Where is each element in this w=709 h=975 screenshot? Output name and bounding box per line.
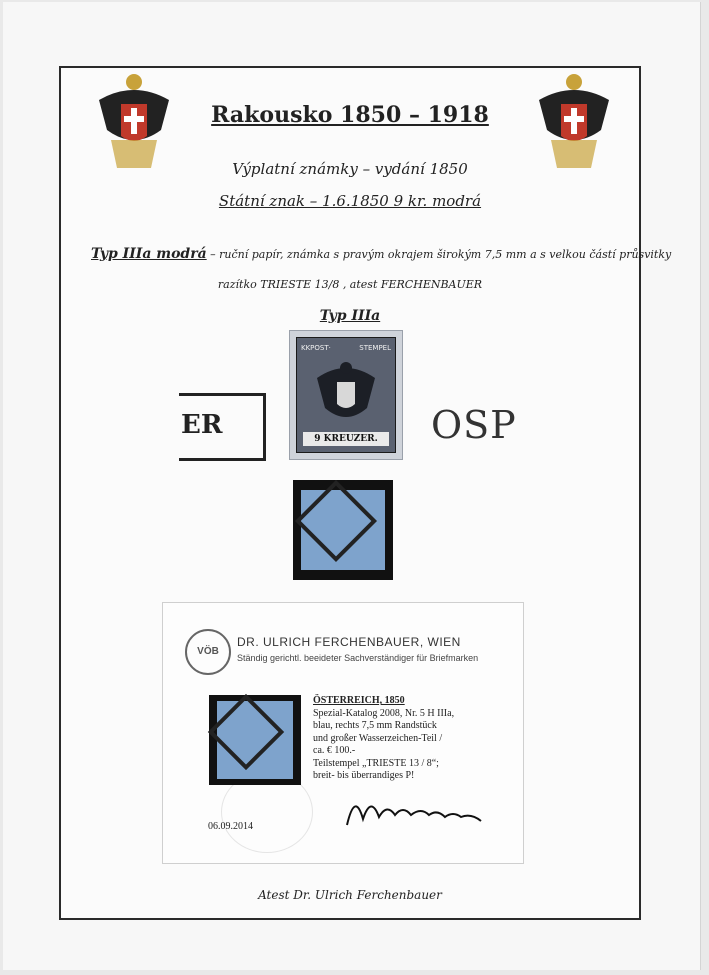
certificate-line: breit- bis überrandiges P! xyxy=(313,770,415,781)
certificate-date: 06.09.2014 xyxy=(208,821,253,832)
type-label: Typ IIIa modrá xyxy=(91,246,207,262)
signature-mark-osp: OSP xyxy=(431,403,517,447)
certificate-line: blau, rechts 7,5 mm Randstück xyxy=(313,720,437,731)
page-title: Rakousko 1850 – 1918 xyxy=(211,102,489,128)
reference-stamp-design xyxy=(296,337,396,453)
subtitle-stamp xyxy=(61,192,639,210)
page-frame xyxy=(59,66,672,920)
certificate-line: Spezial-Katalog 2008, Nr. 5 H IIIa, xyxy=(313,707,455,719)
description-rest: – ruční papír, známka s pravým okrajem širokým 7,5 mm a s velkou částí průsvitky xyxy=(206,248,672,261)
stamp-top-right-text: STEMPEL xyxy=(359,344,391,352)
signature-icon xyxy=(341,785,501,835)
typ-label: Typ IIIa xyxy=(319,308,381,324)
footer-caption: Atest Dr. Ulrich Ferchenbauer xyxy=(258,888,442,902)
certificate-card xyxy=(162,602,524,864)
subtitle-stamp-text: Státní znak – 1.6.1850 9 kr. modrá xyxy=(218,192,482,210)
description-line-1 xyxy=(91,246,672,262)
certificate-line: und großer Wasserzeichen-Teil / xyxy=(313,732,443,744)
vob-logo-icon: VÖB xyxy=(185,629,231,675)
certificate-text xyxy=(313,695,503,783)
stamp-value-text: 9 KREUZER. xyxy=(303,432,389,446)
reference-stamp-image xyxy=(289,330,403,460)
certificate-issuer: DR. ULRICH FERCHENBAUER, WIEN xyxy=(237,635,461,649)
description-line-2: razítko TRIESTE 13/8 , atest FERCHENBAUER xyxy=(217,278,483,291)
certificate-line: Teilstempel „TRIESTE 13 / 8“; xyxy=(313,757,439,769)
certificate-heading: ÖSTERREICH, 1850 xyxy=(313,695,405,706)
stamp-top-left-text: KKPOST· xyxy=(301,344,331,352)
stamp-photo xyxy=(293,480,393,580)
cancel-detail-er xyxy=(179,393,266,461)
subtitle-issue: Výplatní známky – vydání 1850 xyxy=(232,160,468,178)
album-sheet xyxy=(3,2,701,970)
certificate-issuer-subtitle: Ständig gerichtl. beeideter Sachverständiger für Briefmarken xyxy=(237,653,479,663)
er-mark-text: ER xyxy=(181,410,223,440)
certificate-line: ca. € 100.- xyxy=(313,745,356,756)
certificate-stamp-photo xyxy=(209,695,301,785)
